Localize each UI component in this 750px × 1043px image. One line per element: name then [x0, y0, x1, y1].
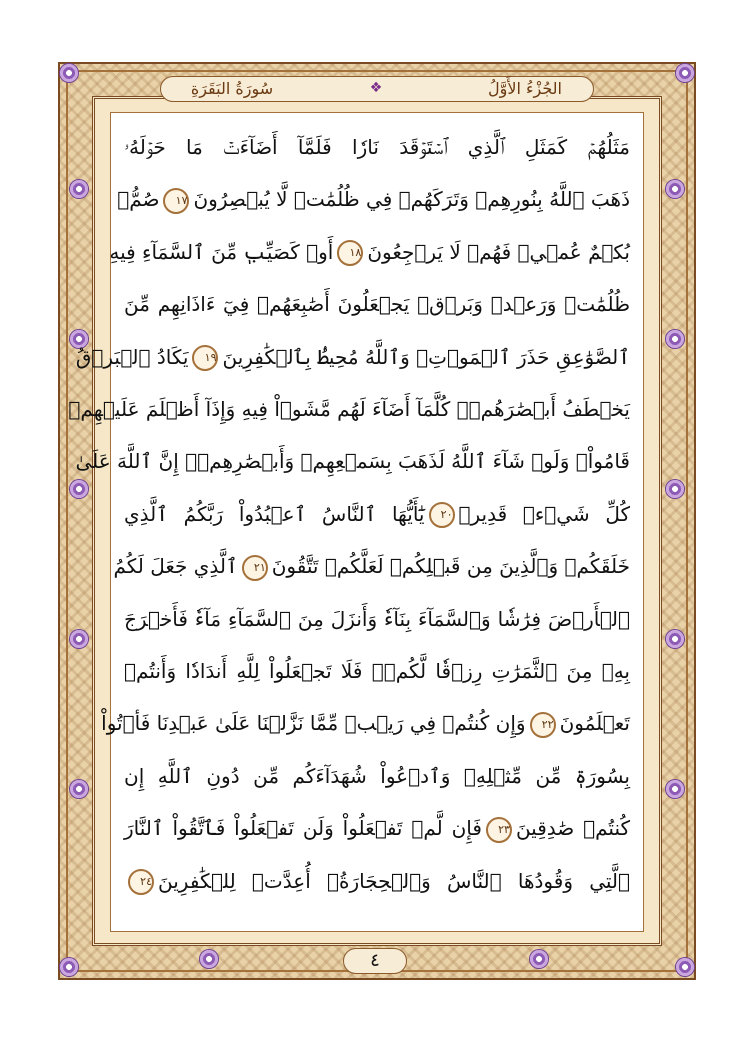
- flower-ornament-icon: [666, 780, 684, 798]
- flower-ornament-icon: [676, 64, 694, 82]
- flower-ornament-icon: [666, 480, 684, 498]
- verse-text: بِهِۦ مِنَ ٱلثَّمَرَٰتِ رِزۡقٗا لَّكُمۡۖ فَلَا تَجۡعَلُواْ لِلَّهِ أَندَادٗا وَأَنتُمۡ: [124, 659, 630, 683]
- verse-text: ٱلصَّوَٰعِقِ حَذَرَ ٱلۡمَوۡتِۚ وَٱللَّهُ مُحِيطُۢ بِٱلۡكَٰفِرِينَ: [222, 344, 630, 369]
- flower-ornament-icon: [70, 630, 88, 648]
- verse-text: ٱلۡأَرۡضَ فِرَٰشٗا وَٱلسَّمَآءَ بِنَآءٗ وَأَنزَلَ مِنَ ٱلسَّمَآءِ مَآءٗ فَأَخۡرَجَ: [124, 606, 630, 631]
- verse-text: كُلِّ شَيۡءٖ قَدِيرٞ: [458, 501, 630, 526]
- flower-ornament-icon: [676, 958, 694, 976]
- text-line: [113, 543, 630, 589]
- surah-title: سُورَةُ البَقَرَةِ: [190, 79, 274, 98]
- text-line: [124, 281, 630, 327]
- flower-ornament-icon: [666, 180, 684, 198]
- verse-text: يَخۡطَفُ أَبۡصَٰرَهُمۡۖ كُلَّمَآ أَضَآءَ لَهُم مَّشَوۡاْ فِيهِ وَإِذَآ أَظۡلَمَ عَلَيۡهِمۡ: [68, 397, 630, 421]
- text-line: [75, 438, 630, 484]
- verse-text: تَعۡلَمُونَ: [559, 711, 630, 736]
- verse-text: كُنتُمۡ صَٰدِقِينَ: [515, 816, 631, 841]
- text-line: [101, 700, 630, 746]
- verse-text: بِسُورَةٖ مِّن مِّثۡلِهِۦ وَٱدۡعُواْ شُهَدَآءَكُم مِّن دُونِ ٱللَّهِ إِن: [124, 763, 630, 788]
- verse-text: ظُلُمَٰتٞ وَرَعۡدٞ وَبَرۡقٞ يَجۡعَلُونَ أَصَٰبِعَهُمۡ فِيٓ ءَاذَانِهِم مِّنَ: [124, 292, 630, 317]
- flower-ornament-icon: [530, 950, 548, 968]
- text-line: [124, 805, 630, 851]
- verse-text: ٱلَّتِي وَقُودُهَا ٱلنَّاسُ وَٱلۡحِجَارَةُۖ أُعِدَّتۡ لِلۡكَٰفِرِينَ: [158, 868, 630, 893]
- text-line: [124, 596, 630, 642]
- ayah-number-mark: ١٧: [163, 188, 189, 214]
- verse-text: خَلَقَكُمۡ وَٱلَّذِينَ مِن قَبۡلِكُمۡ لَعَلَّكُمۡ تَتَّقُونَ: [271, 554, 630, 579]
- text-line: [124, 124, 630, 170]
- page-number: ٤: [370, 950, 380, 971]
- flower-ornament-icon: [70, 780, 88, 798]
- verse-text: بُكۡمٌ عُمۡيٞ فَهُمۡ لَا يَرۡجِعُونَ: [367, 239, 630, 264]
- verse-text: صُمُّۢ: [117, 187, 160, 212]
- verse-text: يَٰٓأَيُّهَا ٱلنَّاسُ ٱعۡبُدُواْ رَبَّكُمُ ٱلَّذِي: [124, 501, 425, 526]
- text-line: [124, 858, 630, 904]
- flower-ornament-icon: [60, 958, 78, 976]
- ayah-number-mark: ١٩: [192, 345, 218, 371]
- verse-text: قَامُواْۚ وَلَوۡ شَآءَ ٱللَّهُ لَذَهَبَ بِسَمۡعِهِمۡ وَأَبۡصَٰرِهِمۡۚ إِنَّ ٱللَّهَ عَلَىٰ: [75, 449, 630, 474]
- text-line: [124, 648, 630, 694]
- text-line: [109, 229, 630, 275]
- header-ornament-icon: ❖: [369, 80, 383, 96]
- ayah-number-mark: ٢٤: [128, 869, 154, 895]
- flower-ornament-icon: [70, 180, 88, 198]
- verse-text: مَثَلُهُمۡ كَمَثَلِ ٱلَّذِي ٱسۡتَوۡقَدَ نَارٗا فَلَمَّآ أَضَآءَتۡ مَا حَوۡلَهُۥ: [124, 135, 630, 159]
- ayah-number-mark: ٢١: [242, 555, 268, 581]
- text-line: [124, 753, 630, 799]
- verse-text: ٱلَّذِي جَعَلَ لَكُمُ: [113, 554, 238, 579]
- ayah-number-mark: ٢٠: [429, 502, 455, 528]
- ayah-number-mark: ٢٢: [530, 712, 556, 738]
- flower-ornament-icon: [666, 330, 684, 348]
- text-line: [68, 386, 630, 432]
- verse-text: وَإِن كُنتُمۡ فِي رَيۡبٖ مِّمَّا نَزَّلۡنَا عَلَىٰ عَبۡدِنَا فَأۡتُواْ: [101, 711, 526, 736]
- verse-text: ذَهَبَ ٱللَّهُ بِنُورِهِمۡ وَتَرَكَهُمۡ فِي ظُلُمَٰتٖ لَّا يُبۡصِرُونَ: [193, 187, 630, 212]
- flower-ornament-icon: [60, 64, 78, 82]
- ayah-number-mark: ١٨: [337, 240, 363, 266]
- text-line: [75, 334, 630, 380]
- text-line: [124, 491, 630, 537]
- verse-text: فَإِن لَّمۡ تَفۡعَلُواْ وَلَن تَفۡعَلُواْ فَٱتَّقُواْ ٱلنَّارَ: [124, 816, 482, 841]
- ayah-number-mark: ٢٣: [486, 817, 512, 843]
- juz-title: الجُزْءُ الأَوَّلُ: [487, 79, 562, 98]
- flower-ornament-icon: [200, 950, 218, 968]
- flower-ornament-icon: [666, 630, 684, 648]
- verse-text: يَكَادُ ٱلۡبَرۡقُ: [75, 344, 189, 369]
- text-line: [117, 176, 630, 222]
- verse-text: أَوۡ كَصَيِّبٖ مِّنَ ٱلسَّمَآءِ فِيهِ: [109, 239, 334, 264]
